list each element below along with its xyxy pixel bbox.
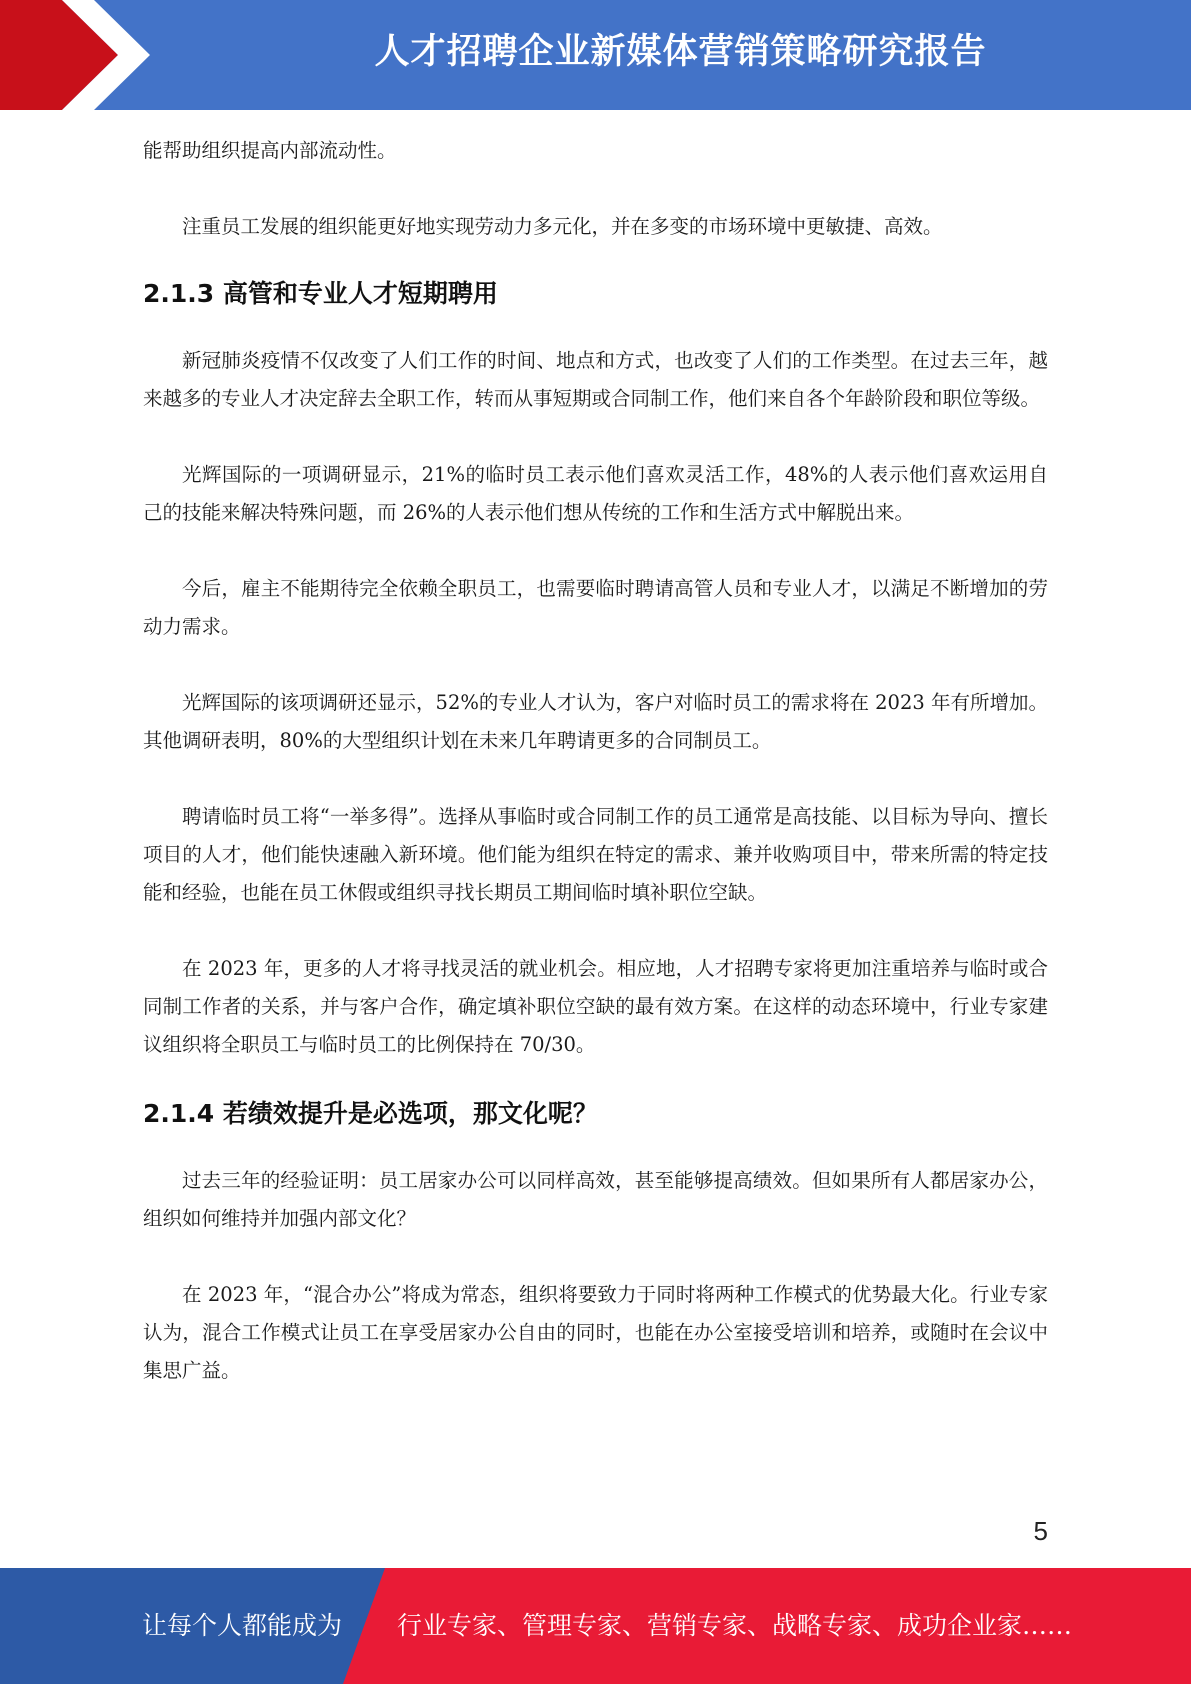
paragraph: 新冠肺炎疫情不仅改变了人们工作的时间、地点和方式，也改变了人们的工作类型。在过去三年，越来越多的专业人才决定辞去全职工作，转而从事短期或合同制工作，他们来自各个年龄阶段和职位等级。 <box>143 349 1048 410</box>
paragraph: 在 2023 年，“混合办公”将成为常态，组织将要致力于同时将两种工作模式的优势最大化。行业专家认为，混合工作模式让员工在享受居家办公自由的同时，也能在办公室接受培训和培养，或随时在会议中集思广益。 <box>143 1283 1048 1382</box>
section-heading-2-1-3: 2.1.3 高管和专业人才短期聘用 <box>143 279 498 308</box>
page-number: 5 <box>1033 1516 1048 1546</box>
footer-slogan-right: 行业专家、管理专家、营销专家、战略专家、成功企业家…… <box>397 1611 1073 1640</box>
footer-slogan-left: 让每个人都能成为 <box>142 1611 343 1640</box>
paragraph: 过去三年的经验证明：员工居家办公可以同样高效，甚至能够提高绩效。但如果所有人都居家办公，组织如何维持并加强内部文化？ <box>143 1169 1048 1230</box>
paragraph: 聘请临时员工将“一举多得”。选择从事临时或合同制工作的员工通常是高技能、以目标为导向、擅长项目的人才，他们能快速融入新环境。他们能为组织在特定的需求、兼并收购项目中，带来所需的特定技能和经验，也能在员工休假或组织寻找长期员工期间临时填补职位空缺。 <box>143 805 1048 904</box>
paragraph: 在 2023 年，更多的人才将寻找灵活的就业机会。相应地，人才招聘专家将更加注重培养与临时或合同制工作者的关系，并与客户合作，确定填补职位空缺的最有效方案。在这样的动态环境中，行业专家建议组织将全职员工与临时员工的比例保持在 70/30。 <box>143 957 1048 1056</box>
paragraph: 能帮助组织提高内部流动性。 <box>143 139 397 162</box>
section-heading-2-1-4: 2.1.4 若绩效提升是必选项，那文化呢？ <box>143 1099 598 1128</box>
paragraph: 光辉国际的该项调研还显示，52%的专业人才认为，客户对临时员工的需求将在 2023 年有所增加。其他调研表明，80%的大型组织计划在未来几年聘请更多的合同制员工。 <box>143 691 1048 752</box>
page-body <box>143 132 1048 1390</box>
page-footer <box>0 1568 1191 1684</box>
paragraph: 光辉国际的一项调研显示，21%的临时员工表示他们喜欢灵活工作，48%的人表示他们喜欢运用自己的技能来解决特殊问题，而 26%的人表示他们想从传统的工作和生活方式中解脱出来。 <box>143 463 1048 524</box>
page-header <box>0 0 1191 110</box>
report-title: 人才招聘企业新媒体营销策略研究报告 <box>374 32 987 72</box>
paragraph: 今后，雇主不能期待完全依赖全职员工，也需要临时聘请高管人员和专业人才，以满足不断增加的劳动力需求。 <box>143 577 1048 638</box>
paragraph: 注重员工发展的组织能更好地实现劳动力多元化，并在多变的市场环境中更敏捷、高效。 <box>182 215 943 238</box>
